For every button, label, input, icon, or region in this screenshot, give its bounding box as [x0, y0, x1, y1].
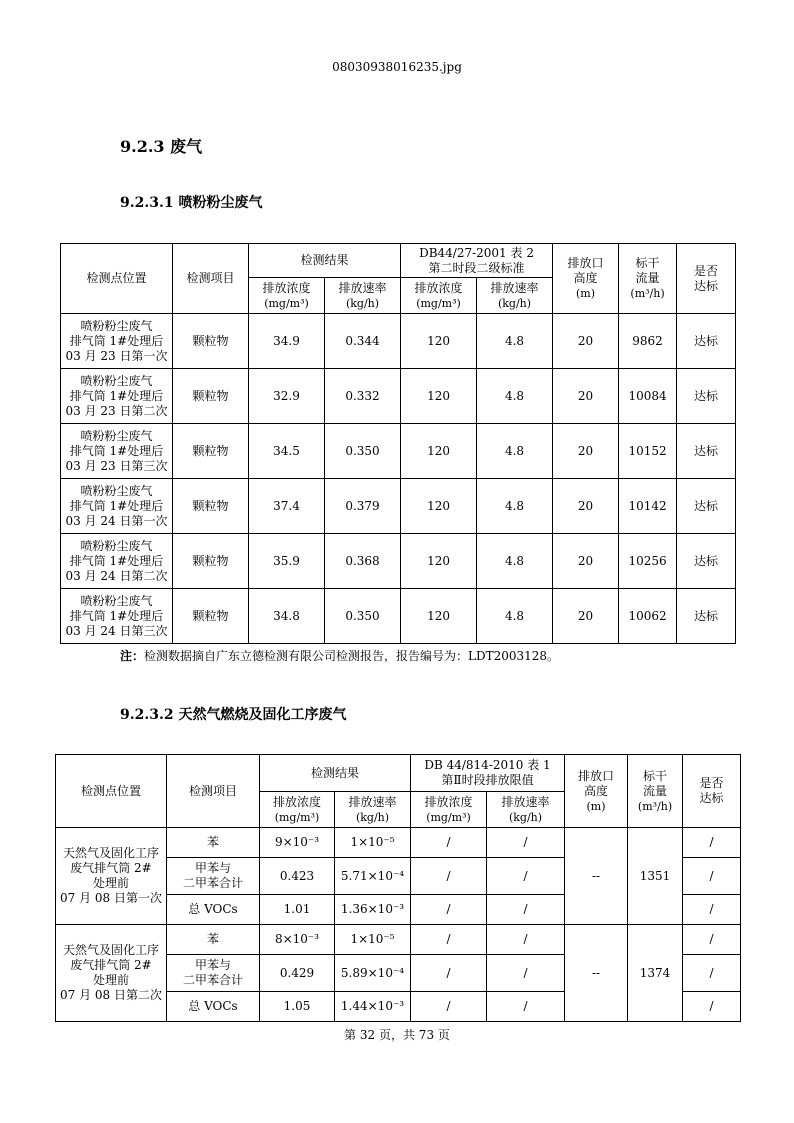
- dust-emission-table: [60, 243, 736, 644]
- flow-cell: 10142: [619, 479, 677, 534]
- location-line3: 处理前: [92, 973, 129, 987]
- header-flow-unit: (m³/h): [630, 287, 665, 300]
- header-flow: [628, 755, 683, 828]
- compliance-cell: /: [683, 858, 741, 895]
- header-location: 检测点位置: [61, 244, 173, 314]
- concentration-cell: 9×10⁻³: [260, 828, 335, 858]
- header-flow-unit: (m³/h): [637, 799, 673, 813]
- std-concentration-cell: /: [411, 895, 487, 925]
- rate-cell: 0.379: [325, 479, 401, 534]
- header-standard-line1: DB44/27-2001 表 2: [419, 245, 534, 260]
- item-line1: 甲苯与: [194, 861, 231, 875]
- location-line3: 03 月 24 日第三次: [65, 623, 168, 638]
- compliance-cell: 达标: [677, 534, 736, 589]
- location-line1: 喷粉粉尘废气: [80, 593, 153, 608]
- header-flow-line2: 流量: [643, 783, 668, 798]
- std-rate-cell: 4.8: [477, 479, 553, 534]
- std-rate-cell: /: [487, 858, 565, 895]
- location-line1: 喷粉粉尘废气: [80, 483, 153, 498]
- header-std-concentration: [401, 278, 477, 314]
- header-compliance-line2: 达标: [699, 791, 724, 805]
- height-cell: 20: [553, 534, 619, 589]
- concentration-cell: 8×10⁻³: [260, 925, 335, 955]
- header-height: [565, 755, 628, 828]
- concentration-cell: 0.423: [260, 858, 335, 895]
- location-cell: [61, 424, 173, 479]
- item-cell: 总 VOCs: [167, 895, 260, 925]
- location-line2: 排气筒 1#处理后: [69, 388, 164, 403]
- flow-cell: 10062: [619, 589, 677, 644]
- std-rate-cell: 4.8: [477, 424, 553, 479]
- header-height-line2: 高度: [573, 271, 598, 285]
- header-concentration-unit: (mg/m³): [264, 296, 309, 310]
- header-rate: [335, 792, 411, 828]
- std-rate-cell: 4.8: [477, 369, 553, 424]
- item-cell: 颗粒物: [173, 369, 249, 424]
- header-std-rate-unit: (kg/h): [497, 296, 532, 310]
- std-concentration-cell: /: [411, 925, 487, 955]
- subsection-title-dust: 9.2.3.1 喷粉粉尘废气: [120, 195, 263, 211]
- item-line2: 二甲苯合计: [182, 973, 243, 987]
- subsection-title-gas: 9.2.3.2 天然气燃烧及固化工序废气: [120, 707, 347, 723]
- header-rate: [325, 278, 401, 314]
- item-line2: 二甲苯合计: [182, 876, 243, 890]
- item-cell: 颗粒物: [173, 589, 249, 644]
- location-line2: 废气排气筒 2#: [70, 958, 152, 972]
- height-cell: 20: [553, 369, 619, 424]
- location-cell: [56, 925, 167, 1022]
- header-compliance-line1: 是否: [694, 263, 719, 278]
- header-item: 检测项目: [167, 755, 260, 828]
- table-row: [61, 314, 736, 369]
- item-cell: 颗粒物: [173, 534, 249, 589]
- header-std-concentration-unit: (mg/m³): [426, 810, 471, 824]
- concentration-cell: 35.9: [249, 534, 325, 589]
- rate-cell: 0.344: [325, 314, 401, 369]
- std-rate-cell: /: [487, 955, 565, 992]
- std-concentration-cell: 120: [401, 369, 477, 424]
- table-row: [56, 925, 741, 955]
- rate-cell: 0.350: [325, 424, 401, 479]
- item-cell: 总 VOCs: [167, 992, 260, 1022]
- header-concentration: [249, 278, 325, 314]
- std-concentration-cell: /: [411, 992, 487, 1022]
- rate-cell: 0.368: [325, 534, 401, 589]
- header-concentration-unit: (mg/m³): [274, 810, 320, 824]
- rate-cell: 1×10⁻⁵: [335, 925, 411, 955]
- std-concentration-cell: /: [411, 955, 487, 992]
- rate-cell: 0.350: [325, 589, 401, 644]
- header-height-line1: 排放口: [578, 768, 615, 783]
- item-cell: 苯: [167, 828, 260, 858]
- height-cell: 20: [553, 314, 619, 369]
- std-rate-cell: 4.8: [477, 314, 553, 369]
- std-rate-cell: /: [487, 895, 565, 925]
- header-concentration-label: 排放浓度: [262, 280, 311, 295]
- rate-cell: 5.71×10⁻⁴: [335, 858, 411, 895]
- location-line2: 排气筒 1#处理后: [69, 333, 164, 348]
- compliance-cell: /: [683, 828, 741, 858]
- page-footer: 第 32 页，共 73 页: [344, 1028, 450, 1042]
- rate-cell: 5.89×10⁻⁴: [335, 955, 411, 992]
- header-std-rate-unit: (kg/h): [508, 810, 543, 824]
- location-cell: [61, 314, 173, 369]
- height-cell: 20: [553, 589, 619, 644]
- location-line3: 03 月 24 日第一次: [65, 513, 168, 528]
- location-line4: 07 月 08 日第二次: [60, 988, 162, 1002]
- item-cell: [167, 955, 260, 992]
- header-result: 检测结果: [249, 244, 401, 278]
- concentration-cell: 0.429: [260, 955, 335, 992]
- rate-cell: 0.332: [325, 369, 401, 424]
- item-cell: 颗粒物: [173, 314, 249, 369]
- location-line3: 03 月 23 日第一次: [65, 348, 168, 363]
- concentration-cell: 34.8: [249, 589, 325, 644]
- compliance-cell: 达标: [677, 479, 736, 534]
- location-line2: 排气筒 1#处理后: [69, 553, 164, 568]
- table-row: [61, 589, 736, 644]
- location-cell: [56, 828, 167, 925]
- item-cell: 苯: [167, 925, 260, 955]
- header-rate-label: 排放速率: [348, 794, 397, 809]
- header-std-rate: [477, 278, 553, 314]
- header-std-concentration-label: 排放浓度: [424, 794, 473, 809]
- table-row: [56, 828, 741, 858]
- table-row: [61, 479, 736, 534]
- std-concentration-cell: /: [411, 858, 487, 895]
- table-row: [61, 424, 736, 479]
- location-line2: 排气筒 1#处理后: [69, 498, 164, 513]
- std-rate-cell: /: [487, 925, 565, 955]
- std-rate-cell: /: [487, 992, 565, 1022]
- concentration-cell: 34.5: [249, 424, 325, 479]
- flow-cell: 9862: [619, 314, 677, 369]
- location-line3: 处理前: [92, 876, 129, 890]
- flow-cell: 10084: [619, 369, 677, 424]
- location-cell: [61, 534, 173, 589]
- concentration-cell: 1.01: [260, 895, 335, 925]
- header-std-rate-label: 排放速率: [490, 280, 539, 295]
- std-concentration-cell: 120: [401, 589, 477, 644]
- location-line3: 03 月 23 日第三次: [65, 458, 168, 473]
- header-flow: [619, 244, 677, 314]
- height-cell: --: [565, 925, 628, 1022]
- location-line2: 排气筒 1#处理后: [69, 443, 164, 458]
- header-result: 检测结果: [260, 755, 411, 792]
- item-cell: 颗粒物: [173, 424, 249, 479]
- header-flow-line2: 流量: [635, 271, 660, 285]
- compliance-cell: 达标: [677, 589, 736, 644]
- header-standard-line2: 第二时段二级标准: [428, 260, 525, 275]
- header-compliance-line1: 是否: [699, 776, 724, 790]
- compliance-cell: /: [683, 955, 741, 992]
- header-standard-line1: DB 44/814-2010 表 1: [424, 758, 551, 772]
- std-concentration-cell: 120: [401, 534, 477, 589]
- header-height-line1: 排放口: [567, 256, 604, 270]
- location-line3: 03 月 23 日第二次: [65, 403, 168, 418]
- location-line1: 喷粉粉尘废气: [80, 318, 153, 333]
- location-line1: 天然气及固化工序: [62, 943, 159, 957]
- compliance-cell: 达标: [677, 314, 736, 369]
- note-label: 注：: [120, 649, 145, 663]
- location-line1: 天然气及固化工序: [62, 846, 159, 860]
- std-concentration-cell: 120: [401, 314, 477, 369]
- header-rate-unit: (kg/h): [355, 810, 390, 824]
- table-row: [61, 369, 736, 424]
- location-line3: 03 月 24 日第二次: [65, 568, 168, 583]
- header-rate-label: 排放速率: [338, 280, 387, 295]
- header-flow-line1: 标干: [643, 768, 668, 783]
- compliance-cell: /: [683, 992, 741, 1022]
- std-rate-cell: /: [487, 828, 565, 858]
- header-std-rate-label: 排放速率: [501, 794, 550, 809]
- compliance-cell: 达标: [677, 369, 736, 424]
- item-cell: [167, 858, 260, 895]
- compliance-cell: /: [683, 925, 741, 955]
- note-text: 检测数据摘自广东立德检测有限公司检测报告，报告编号为：LDT2003128。: [144, 649, 560, 663]
- location-cell: [61, 369, 173, 424]
- location-line2: 排气筒 1#处理后: [69, 608, 164, 623]
- section-title: 9.2.3 废气: [120, 137, 203, 156]
- rate-cell: 1.44×10⁻³: [335, 992, 411, 1022]
- concentration-cell: 34.9: [249, 314, 325, 369]
- location-line1: 喷粉粉尘废气: [80, 373, 153, 388]
- header-std-rate: [487, 792, 565, 828]
- header-std-concentration: [411, 792, 487, 828]
- item-cell: 颗粒物: [173, 479, 249, 534]
- header-std-concentration-label: 排放浓度: [414, 280, 463, 295]
- header-location: 检测点位置: [56, 755, 167, 828]
- flow-cell: 10256: [619, 534, 677, 589]
- header-height-unit: (m): [586, 799, 606, 813]
- location-cell: [61, 479, 173, 534]
- gas-curing-emission-table: [55, 754, 741, 1022]
- header-height-unit: (m): [576, 287, 596, 300]
- header-standard: [401, 244, 553, 278]
- flow-cell: 1351: [628, 828, 683, 925]
- header-rate-unit: (kg/h): [345, 296, 380, 310]
- header-flow-line1: 标干: [635, 256, 660, 270]
- location-line2: 废气排气筒 2#: [70, 861, 152, 875]
- table-note: [120, 647, 559, 664]
- header-std-concentration-unit: (mg/m³): [416, 296, 461, 310]
- header-concentration: [260, 792, 335, 828]
- height-cell: 20: [553, 479, 619, 534]
- compliance-cell: /: [683, 895, 741, 925]
- header-compliance: [683, 755, 741, 828]
- header-concentration-label: 排放浓度: [272, 794, 321, 809]
- item-line1: 甲苯与: [194, 958, 231, 972]
- header-height: [553, 244, 619, 314]
- header-item: 检测项目: [173, 244, 249, 314]
- flow-cell: 10152: [619, 424, 677, 479]
- location-line1: 喷粉粉尘废气: [80, 538, 153, 553]
- std-concentration-cell: /: [411, 828, 487, 858]
- header-compliance-line2: 达标: [694, 278, 719, 293]
- std-rate-cell: 4.8: [477, 534, 553, 589]
- header-height-line2: 高度: [584, 783, 609, 798]
- std-concentration-cell: 120: [401, 479, 477, 534]
- header-standard-line2: 第Ⅱ时段排放限值: [441, 773, 534, 787]
- location-cell: [61, 589, 173, 644]
- location-line1: 喷粉粉尘废气: [80, 428, 153, 443]
- concentration-cell: 32.9: [249, 369, 325, 424]
- std-rate-cell: 4.8: [477, 589, 553, 644]
- location-line4: 07 月 08 日第一次: [60, 891, 162, 905]
- concentration-cell: 1.05: [260, 992, 335, 1022]
- height-cell: --: [565, 828, 628, 925]
- flow-cell: 1374: [628, 925, 683, 1022]
- table-row: [61, 534, 736, 589]
- rate-cell: 1×10⁻⁵: [335, 828, 411, 858]
- height-cell: 20: [553, 424, 619, 479]
- header-standard: [411, 755, 565, 792]
- concentration-cell: 37.4: [249, 479, 325, 534]
- compliance-cell: 达标: [677, 424, 736, 479]
- rate-cell: 1.36×10⁻³: [335, 895, 411, 925]
- image-filename: 08030938016235.jpg: [332, 60, 462, 74]
- header-compliance: [677, 244, 736, 314]
- std-concentration-cell: 120: [401, 424, 477, 479]
